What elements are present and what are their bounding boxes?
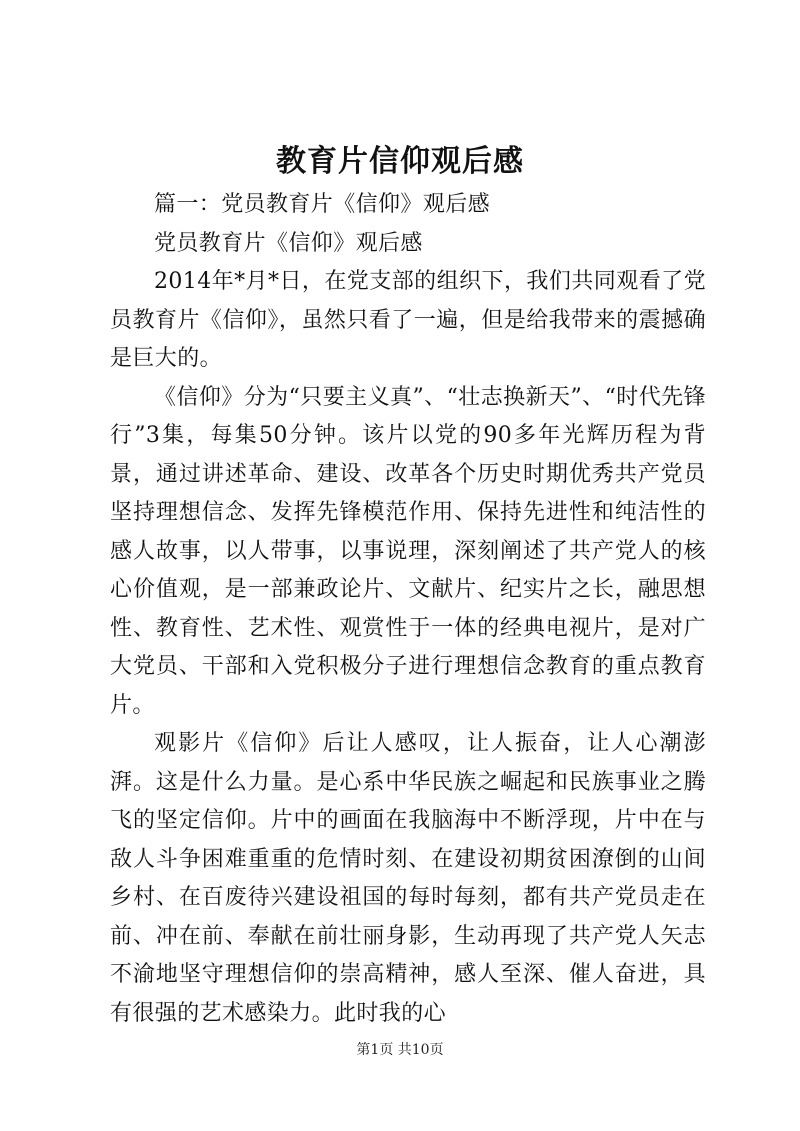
body-paragraph: 观影片《信仰》后让人感叹，让人振奋，让人心潮澎湃。这是什么力量。是心系中华民族之崛起和民族事业之腾飞的坚定信仰。片中的画面在我脑海中不断浮现，片中在与敌人斗争困难重重的危情时刻、在建设初期贫困潦倒的山间乡村、在百废待兴建设祖国的每时每刻，都有共产党员走在前、冲在前、奉献在前壮丽身影，生动再现了共产党人矢志不渝地坚守理想信仰的崇高精神，感人至深、催人奋进，具有很强的艺术感染力。此时我的心	[110, 731, 706, 1026]
body-paragraph: 2014年*月*日，在党支部的组织下，我们共同观看了党员教育片《信仰》，虽然只看了一遍，但是给我带来的震撼确是巨大的。	[110, 269, 706, 371]
body-paragraph: 《信仰》分为“只要主义真”、“壮志换新天”、“时代先锋行”3集，每集50分钟。该片以党的90多年光辉历程为背景，通过讲述革命、建设、改革各个历史时期优秀共产党员坚持理想信念、发挥先锋模范作用、保持先进性和纯洁性的感人故事，以人带事，以事说理，深刻阐述了共产党人的核心价值观，是一部兼政论片、文献片、纪实片之长，融思想性、教育性、艺术性、观赏性于一体的经典电视片，是对广大党员、干部和入党积极分子进行理想信念教育的重点教育片。	[110, 384, 706, 718]
document-title: 教育片信仰观后感	[276, 144, 524, 179]
page-number-footer: 第1页 共10页	[356, 1042, 444, 1058]
section-heading: 篇一：党员教育片《信仰》观后感	[154, 192, 491, 217]
subtitle: 党员教育片《信仰》观后感	[154, 230, 423, 256]
document-body	[110, 186, 706, 1033]
